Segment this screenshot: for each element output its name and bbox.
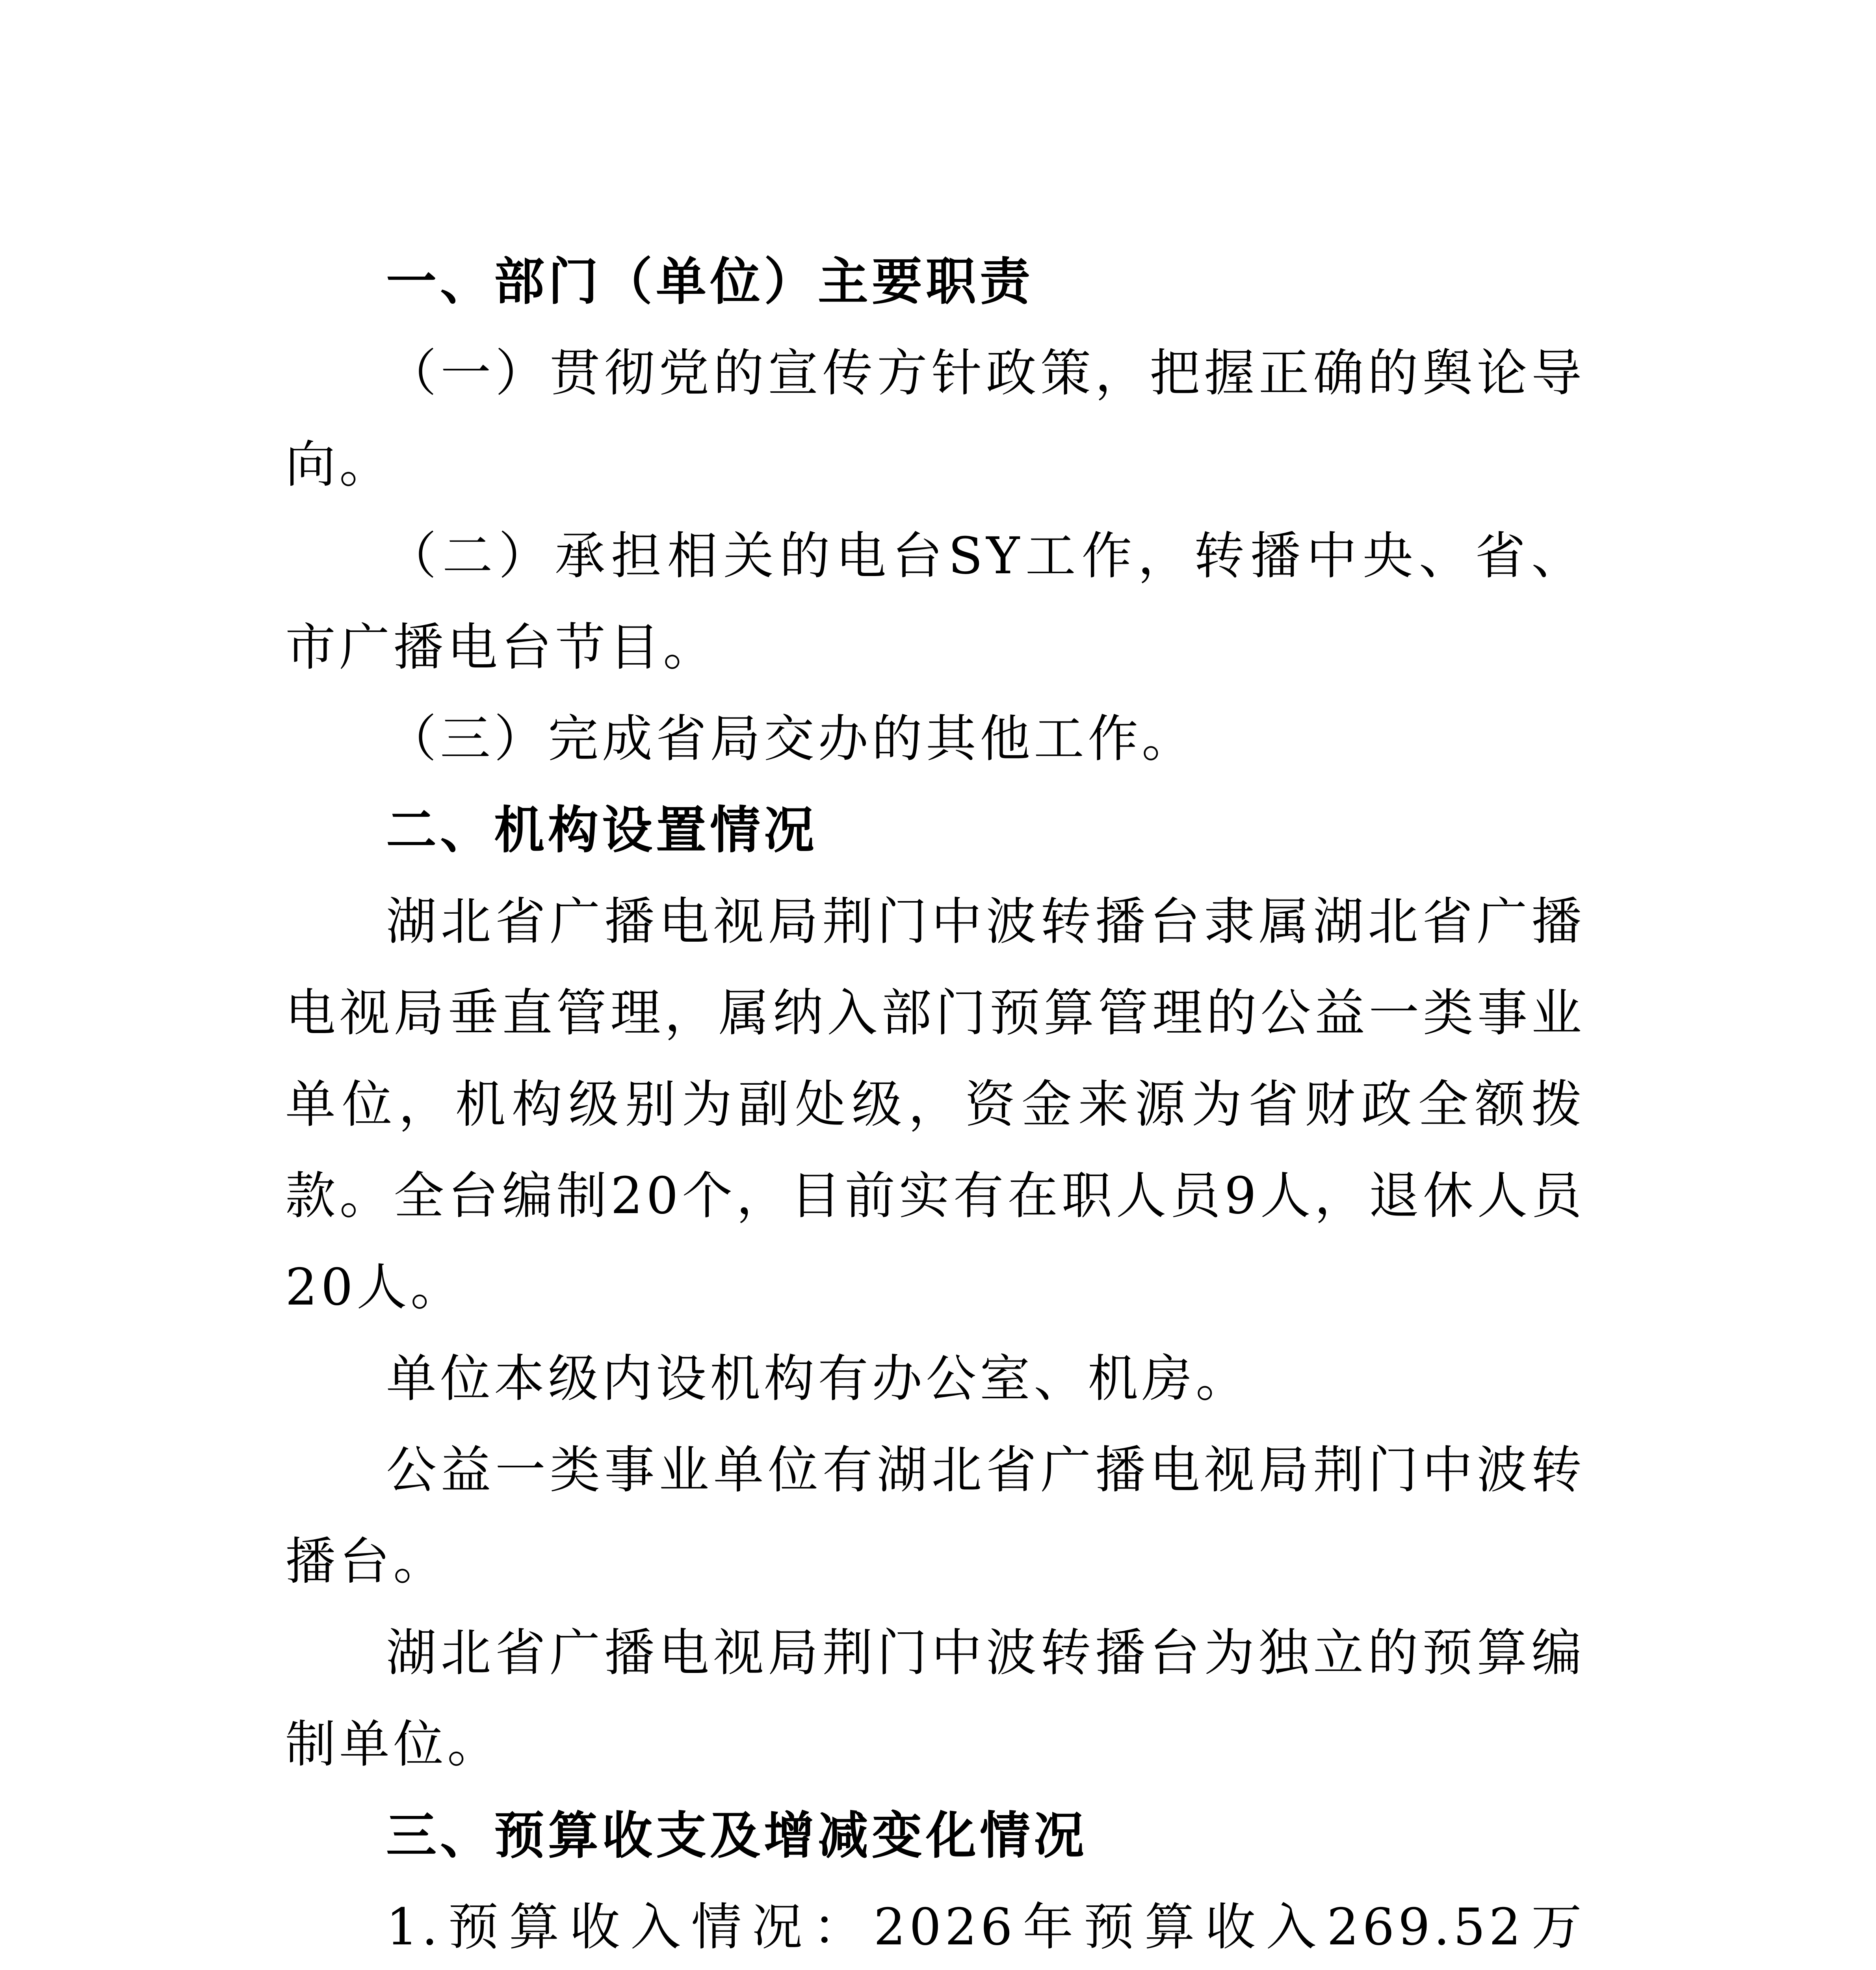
organization-paragraph-1: 湖北省广播电视局荆门中波转播台隶属湖北省广播电视局垂直管理，属纳入部门预算管理的公益一类事业单位，机构级别为副处级，资金来源为省财政全额拨款。全台编制20个，目前实有在职人员9人，退休人员20人。 (285, 892, 1585, 1317)
duty-item-2: （二）承担相关的电台SY工作，转播中央、省、市广播电台节目。 (285, 527, 1585, 677)
organization-paragraph-3: 公益一类事业单位有湖北省广播电视局荆门中波转播台。 (285, 1441, 1585, 1591)
organization-paragraph-2: 单位本级内设机构有办公室、机房。 (386, 1349, 1250, 1408)
duty-item-1: （一）贯彻党的宣传方针政策，把握正确的舆论导向。 (285, 344, 1585, 494)
budget-income-paragraph: 1.预算收入情况：2026年预算收入269.52万 (386, 1898, 1585, 1957)
duty-item-3: （三）完成省局交办的其他工作。 (386, 710, 1196, 768)
organization-paragraph-4: 湖北省广播电视局荆门中波转播台为独立的预算编制单位。 (285, 1624, 1585, 1774)
section-heading-budget: 三、预算收支及增减变化情况 (386, 1806, 1088, 1865)
section-heading-organization: 二、机构设置情况 (386, 801, 818, 860)
section-heading-duties: 一、部门（单位）主要职责 (386, 253, 1034, 311)
document-body (285, 236, 1585, 1970)
